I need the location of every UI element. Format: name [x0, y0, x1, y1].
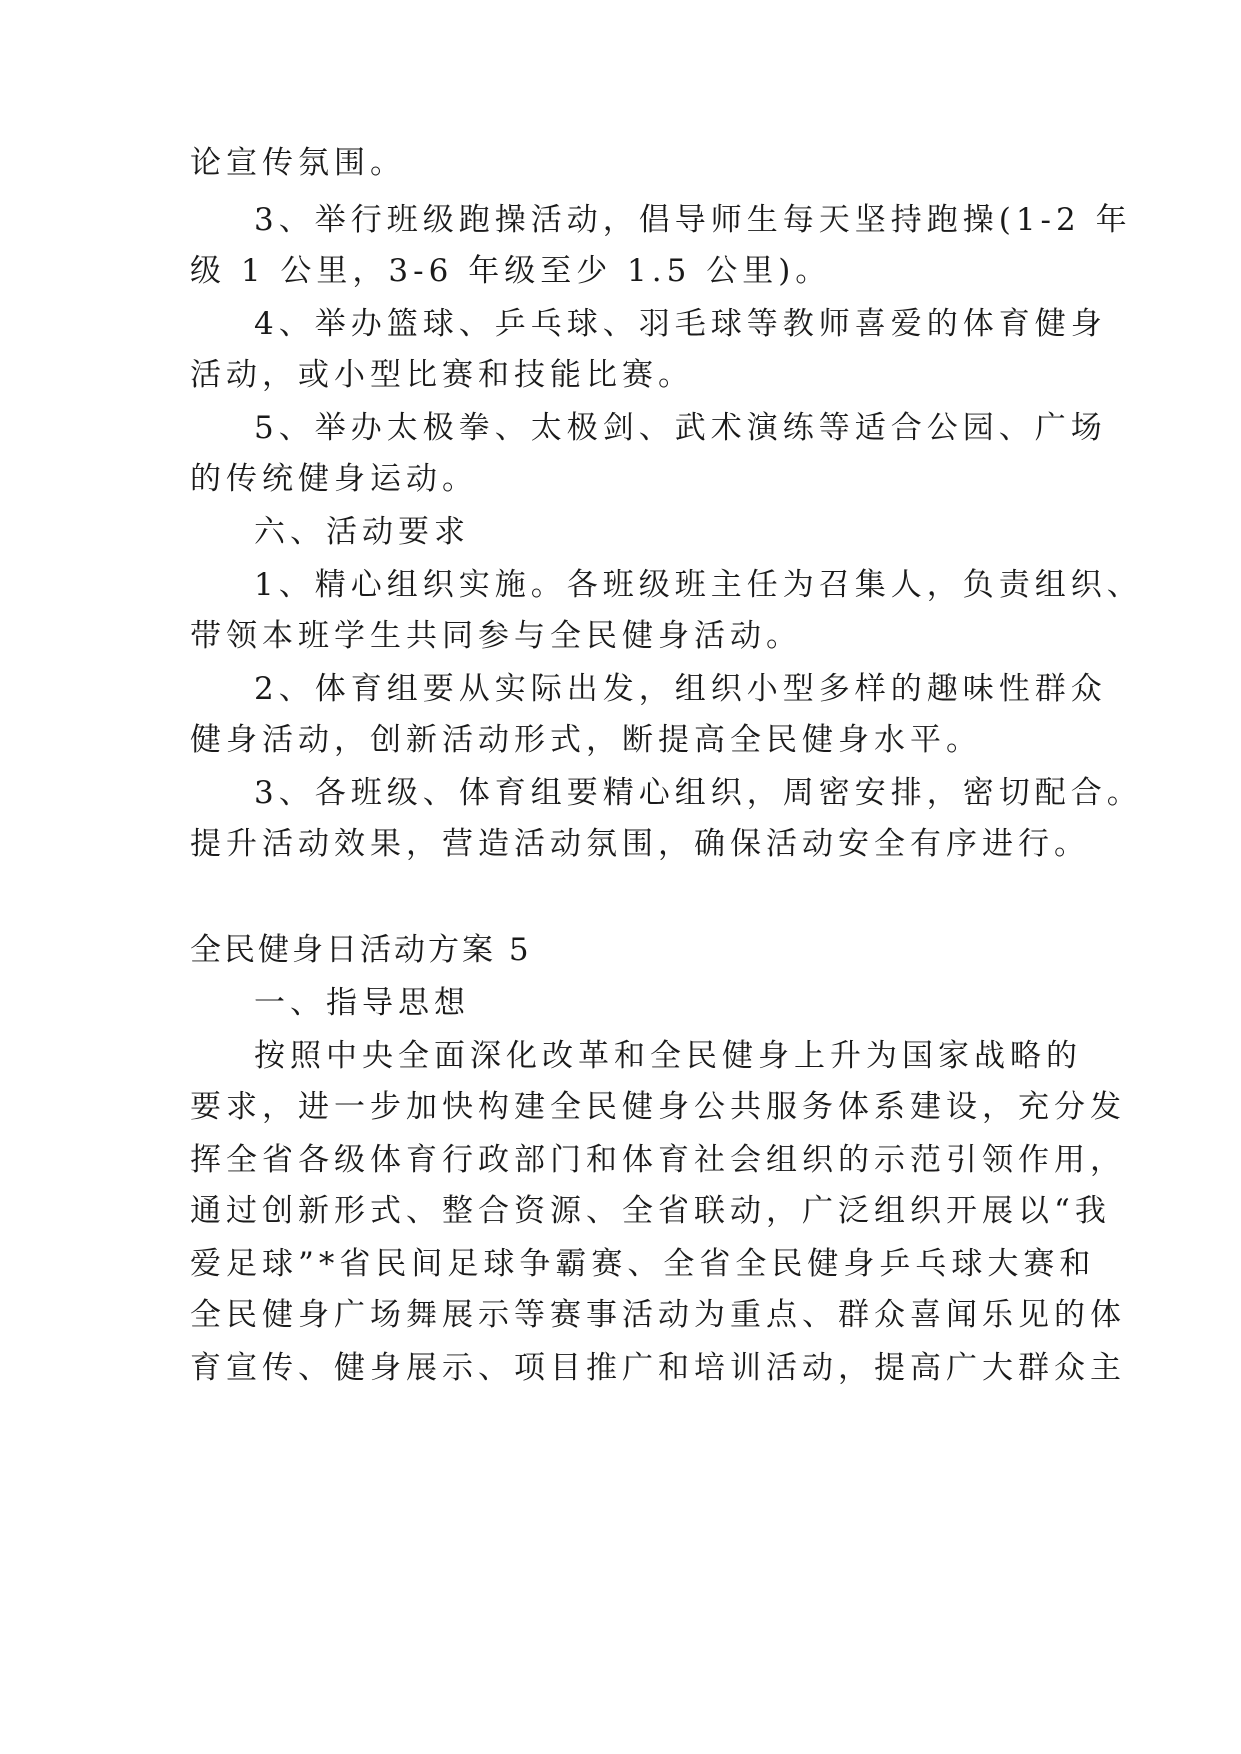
text-line: 育宣传、健身展示、项目推广和培训活动，提高广大群众主 — [190, 1350, 1126, 1386]
text-line: 的传统健身运动。 — [190, 461, 478, 497]
text-line: 按照中央全面深化改革和全民健身上升为国家战略的 — [254, 1038, 1082, 1074]
section-heading: 六、活动要求 — [254, 514, 470, 550]
text-line: 2、体育组要从实际出发，组织小型多样的趣味性群众 — [254, 671, 1107, 707]
text-line: 健身活动，创新活动形式，断提高全民健身水平。 — [190, 722, 982, 758]
text-line: 3、举行班级跑操活动，倡导师生每天坚持跑操(1-2 年 — [254, 202, 1132, 238]
text-line: 要求，进一步加快构建全民健身公共服务体系建设，充分发 — [190, 1089, 1126, 1125]
text-line: 活动，或小型比赛和技能比赛。 — [190, 357, 694, 393]
text-line: 5、举办太极拳、太极剑、武术演练等适合公园、广场 — [254, 410, 1107, 446]
text-line: 通过创新形式、整合资源、全省联动，广泛组织开展以“我 — [190, 1193, 1111, 1229]
text-line: 3、各班级、体育组要精心组织，周密安排，密切配合。 — [254, 775, 1143, 811]
section-heading: 一、指导思想 — [254, 985, 470, 1021]
text-line: 级 1 公里，3-6 年级至少 1.5 公里)。 — [190, 253, 832, 289]
document-title: 全民健身日活动方案 5 — [190, 932, 532, 968]
text-line: 带领本班学生共同参与全民健身活动。 — [190, 618, 802, 654]
text-line: 1、精心组织实施。各班级班主任为召集人，负责组织、 — [254, 567, 1143, 603]
text-line: 4、举办篮球、乒乓球、羽毛球等教师喜爱的体育健身 — [254, 306, 1107, 342]
text-line: 全民健身广场舞展示等赛事活动为重点、群众喜闻乐见的体 — [190, 1297, 1126, 1333]
text-line: 挥全省各级体育行政部门和体育社会组织的示范引领作用， — [190, 1142, 1126, 1178]
text-line: 爱足球”*省民间足球争霸赛、全省全民健身乒乓球大赛和 — [190, 1246, 1096, 1282]
text-line: 论宣传氛围。 — [190, 145, 406, 181]
text-line: 提升活动效果，营造活动氛围，确保活动安全有序进行。 — [190, 826, 1090, 862]
